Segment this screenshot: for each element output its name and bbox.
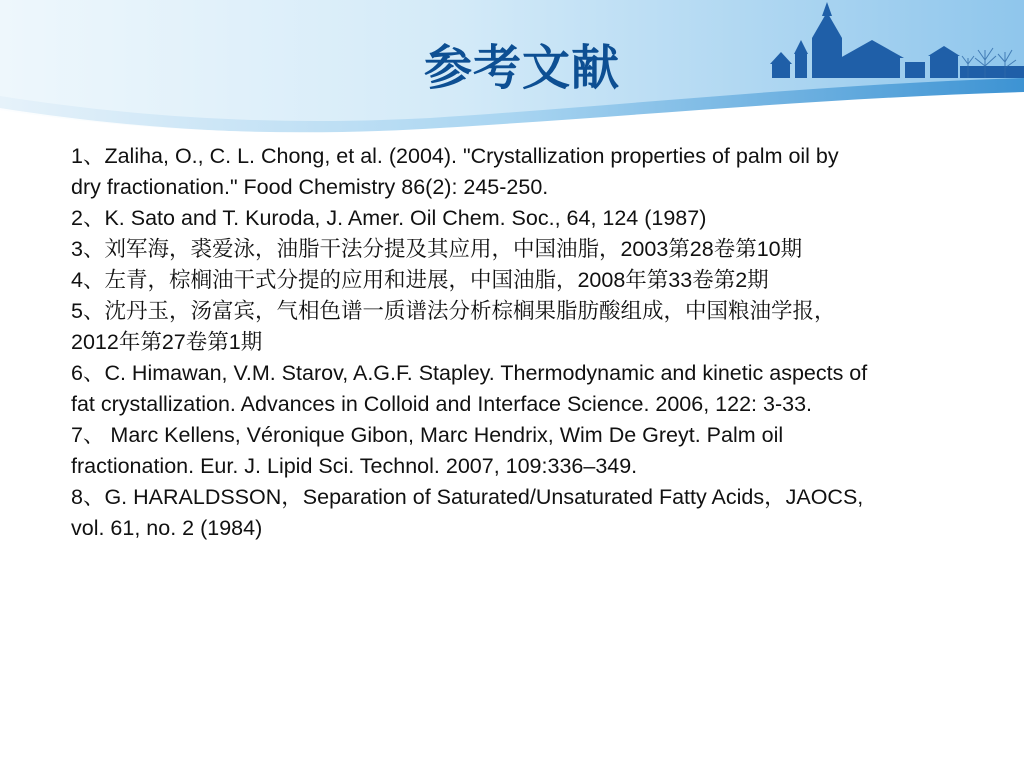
reference-list xyxy=(71,141,871,544)
page-title: 参考文献 xyxy=(423,40,620,96)
reference-item-6: 6、C. Himawan, V.M. Starov, A.G.F. Stapley. Thermodynamic and kinetic aspects of fat crystallization. Advances in Colloid and Interface Science. 2006, 122: 3-33. xyxy=(71,361,868,416)
reference-item-1: 1、Zaliha, O., C. L. Chong, et al. (2004). "Crystallization properties of palm oil by dry fractionation." Food Chemistry 86(2): 245-250. xyxy=(71,144,839,199)
reference-item-4: 4、左青，棕榈油干式分提的应用和进展，中国油脂，2008年第33卷第2期 xyxy=(71,268,769,292)
reference-item-3: 3、刘军海，裘爱泳，油脂干法分提及其应用，中国油脂，2003第28卷第10期 xyxy=(71,237,803,261)
reference-item-2: 2、K. Sato and T. Kuroda, J. Amer. Oil Chem. Soc., 64, 124 (1987) xyxy=(71,206,707,230)
reference-item-8: 8、G. HARALDSSON，Separation of Saturated/Unsaturated Fatty Acids，JAOCS, vol. 61, no. 2 (1984) xyxy=(71,485,864,540)
reference-item-7: 7、 Marc Kellens, Véronique Gibon, Marc Hendrix, Wim De Greyt. Palm oil fractionation. Eur. J. Lipid Sci. Technol. 2007, 109:336–349. xyxy=(71,423,784,478)
reference-item-5: 5、沈丹玉，汤富宾，气相色谱一质谱法分析棕榈果脂肪酸组成，中国粮油学报，2012年第27卷第1期 xyxy=(71,299,836,354)
